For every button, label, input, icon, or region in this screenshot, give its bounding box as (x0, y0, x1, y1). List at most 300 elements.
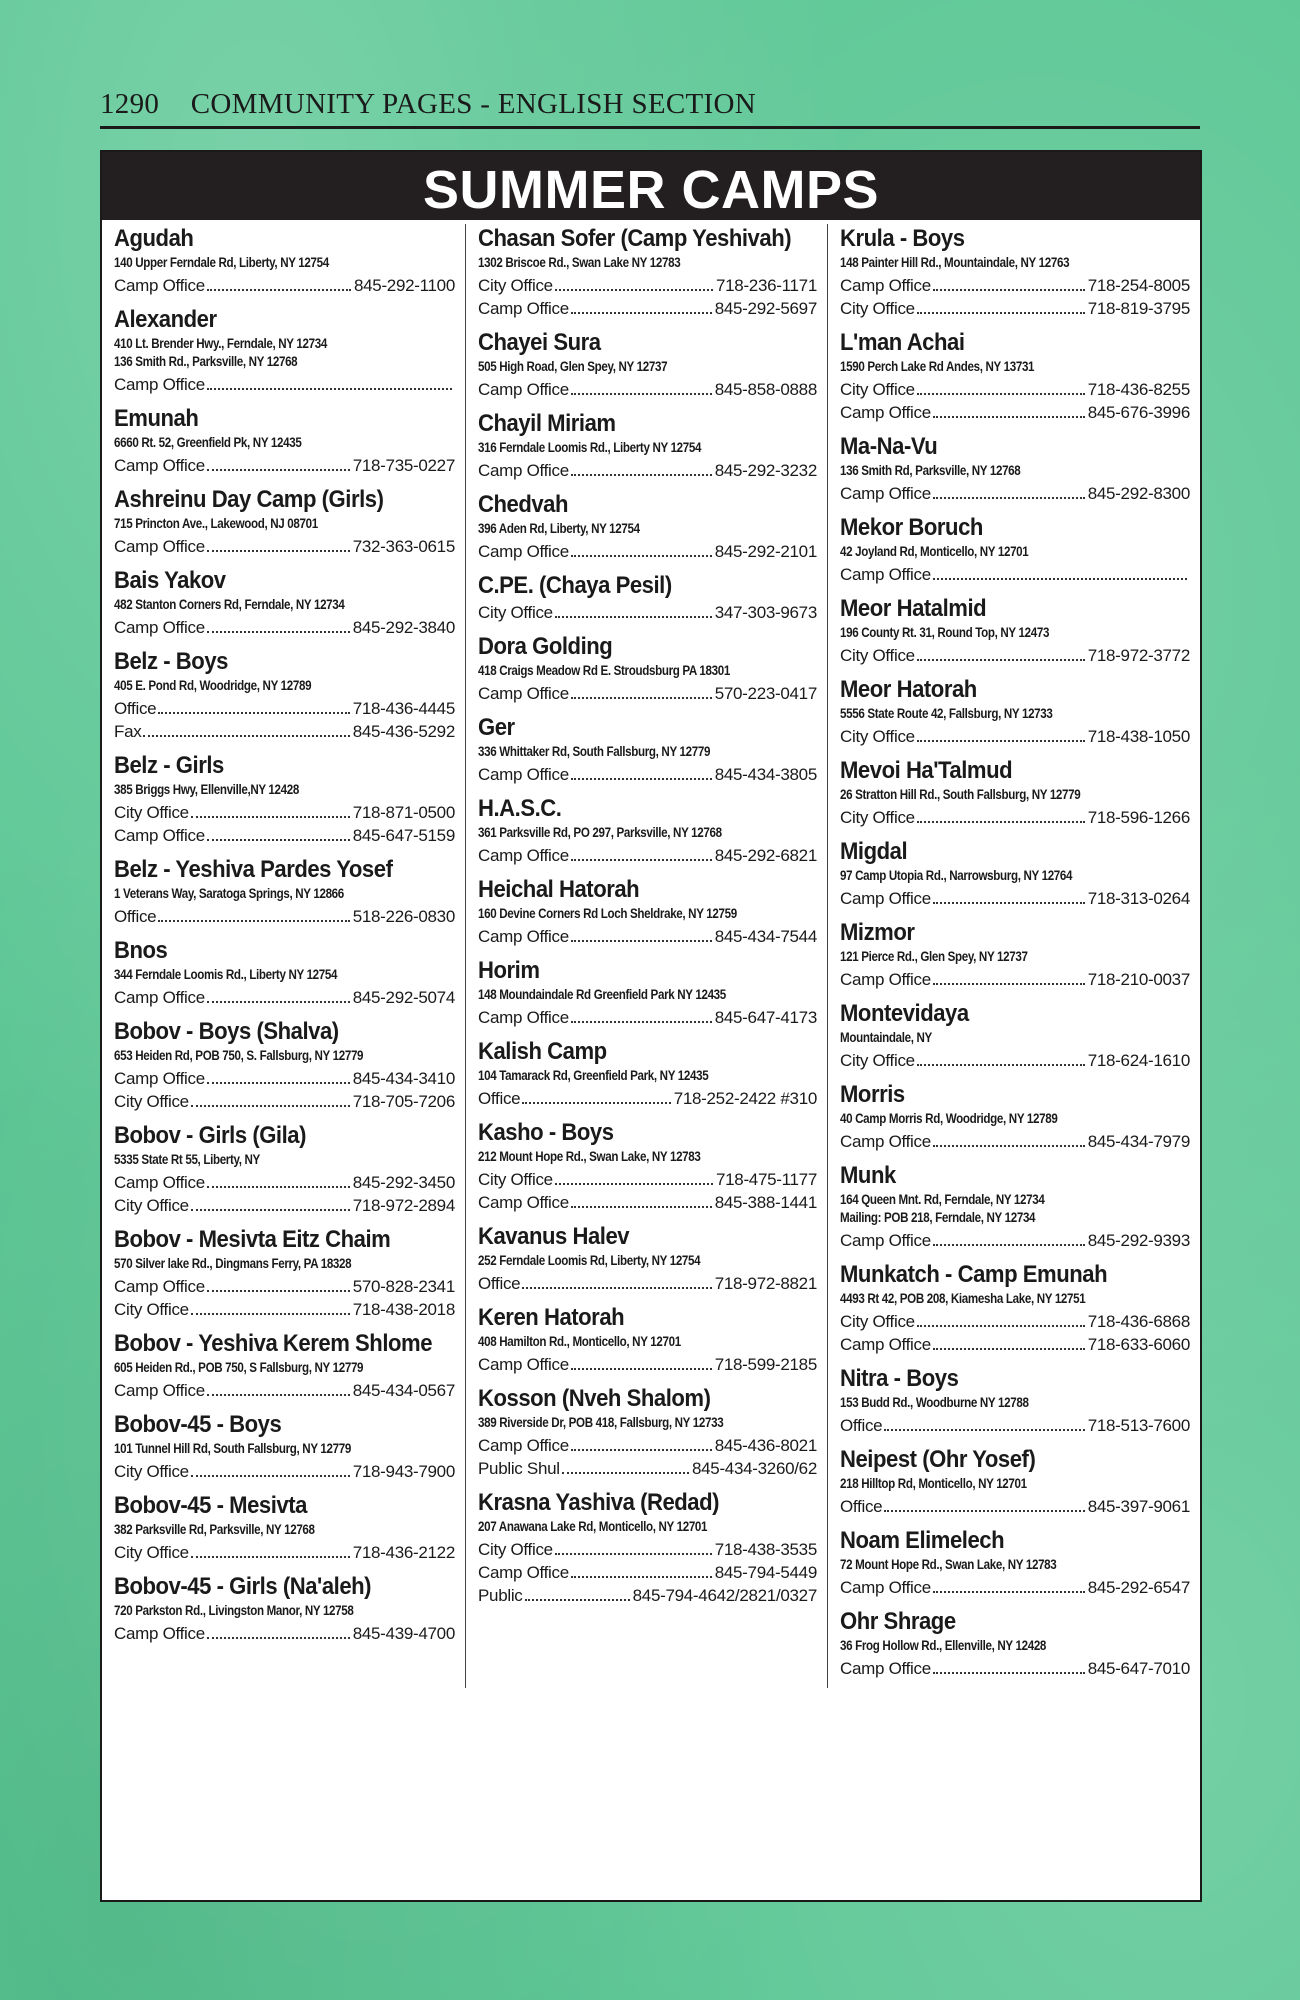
phone-number: 718-972-3772 (1087, 646, 1190, 665)
camp-entry (114, 1225, 455, 1321)
camp-name: Kasho - Boys (478, 1119, 614, 1146)
page-number: 1290 (100, 88, 160, 120)
phone-number: 845-436-5292 (352, 722, 455, 741)
dot-leader (555, 289, 713, 291)
phone-label: Camp Office (114, 375, 205, 394)
phone-line (840, 1130, 1190, 1153)
camp-addresses (478, 1148, 817, 1166)
phone-line (114, 1622, 455, 1645)
camp-name: Alexander (114, 306, 217, 333)
camp-addresses (840, 1556, 1190, 1574)
phone-label: City Office (478, 1540, 553, 1559)
phone-label: Camp Office (840, 276, 931, 295)
camp-name: Nitra - Boys (840, 1365, 959, 1392)
phone-label: City Office (840, 646, 915, 665)
phone-label: Office (840, 1497, 883, 1516)
camp-addresses (478, 1333, 817, 1351)
camp-entry (114, 485, 455, 558)
camp-addresses (478, 1252, 817, 1270)
phone-number: 845-292-3450 (352, 1173, 455, 1192)
phone-number: 845-292-5697 (714, 299, 817, 318)
camp-name: Morris (840, 1081, 905, 1108)
camp-entry (478, 490, 817, 563)
camp-addresses (114, 1440, 455, 1458)
listing-box (100, 150, 1202, 1902)
phone-label: Camp Office (114, 537, 205, 556)
phone-line (840, 968, 1190, 991)
camp-entry (114, 936, 455, 1009)
phone-line (114, 1171, 455, 1194)
phone-line (840, 1495, 1190, 1518)
phone-number: 718-436-2122 (352, 1543, 455, 1562)
camp-addresses (114, 1151, 455, 1169)
phone-label: Camp Office (114, 1381, 205, 1400)
dot-leader (555, 1183, 713, 1185)
camp-addresses (840, 462, 1190, 480)
camp-name: Mekor Boruch (840, 514, 983, 541)
camp-addresses (478, 520, 817, 538)
phone-number: 845-434-7544 (714, 927, 817, 946)
camp-address: 4493 Rt 42, POB 208, Kiamesha Lake, NY 12751 (840, 1291, 1086, 1306)
camp-addresses (840, 1029, 1190, 1047)
phone-line (478, 1538, 817, 1561)
camp-name: C.PE. (Chaya Pesil) (478, 572, 672, 599)
dot-leader (571, 697, 712, 699)
camp-address: 196 County Rt. 31, Round Top, NY 12473 (840, 625, 1050, 640)
phone-number: 845-292-2101 (714, 542, 817, 561)
camp-entry (840, 1161, 1190, 1252)
dot-leader (917, 740, 1085, 742)
dot-leader (207, 289, 351, 291)
phone-label: City Office (114, 1196, 189, 1215)
camp-address: 344 Ferndale Loomis Rd., Liberty NY 12754 (114, 967, 338, 982)
phone-number: 518-226-0830 (352, 907, 455, 926)
phone-number: 845-388-1441 (714, 1193, 817, 1212)
phone-label: City Office (114, 1462, 189, 1481)
phone-line (840, 1657, 1190, 1680)
phone-line (478, 844, 817, 867)
camp-address: 720 Parkston Rd., Livingston Manor, NY 12758 (114, 1603, 354, 1618)
phone-label: Office (840, 1416, 883, 1435)
camp-addresses (840, 254, 1190, 272)
dot-leader (207, 1001, 350, 1003)
camp-addresses (114, 596, 455, 614)
phone-number: 718-436-4445 (352, 699, 455, 718)
camp-addresses (478, 824, 817, 842)
camp-entry (478, 632, 817, 705)
phone-line (478, 1272, 817, 1295)
camp-name: Chayei Sura (478, 329, 601, 356)
phone-label: City Office (114, 1300, 189, 1319)
phone-label: Camp Office (114, 826, 205, 845)
camp-name: Belz - Girls (114, 752, 224, 779)
dot-leader (933, 578, 1187, 580)
phone-line (114, 824, 455, 847)
dot-leader (191, 1105, 350, 1107)
phone-line (478, 1457, 817, 1480)
camp-name: Dora Golding (478, 633, 613, 660)
dot-leader (917, 1064, 1085, 1066)
phone-number: 845-647-4173 (714, 1008, 817, 1027)
phone-label: Camp Office (840, 1231, 931, 1250)
camp-addresses (840, 1290, 1190, 1308)
phone-number: 845-292-1100 (353, 276, 455, 295)
camp-address: 408 Hamilton Rd., Monticello, NY 12701 (478, 1334, 681, 1349)
phone-number: 718-438-3535 (714, 1540, 817, 1559)
camp-address: 316 Ferndale Loomis Rd., Liberty NY 12754 (478, 440, 702, 455)
camp-addresses (478, 905, 817, 923)
camp-addresses (478, 439, 817, 457)
phone-label: Camp Office (478, 1563, 569, 1582)
camp-name: Bobov-45 - Girls (Na'aleh) (114, 1573, 372, 1600)
phone-label: Public Shul (478, 1459, 560, 1478)
phone-number: 845-434-3805 (714, 765, 817, 784)
camp-address: 26 Stratton Hill Rd., South Fallsburg, NY 12779 (840, 787, 1081, 802)
camp-entry (840, 918, 1190, 991)
camp-addresses (840, 1191, 1190, 1227)
dot-leader (884, 1429, 1084, 1431)
phone-label: City Office (478, 276, 553, 295)
phone-number: 718-972-2894 (352, 1196, 455, 1215)
camp-name: Chayil Miriam (478, 410, 616, 437)
camp-address: 42 Joyland Rd, Monticello, NY 12701 (840, 544, 1029, 559)
dot-leader (933, 1348, 1085, 1350)
camp-name: Bais Yakov (114, 567, 226, 594)
camp-entry (114, 224, 455, 297)
dot-leader (933, 416, 1085, 418)
phone-label: Camp Office (114, 1069, 205, 1088)
camp-entry (840, 756, 1190, 829)
phone-number: 845-292-9393 (1087, 1231, 1190, 1250)
phone-label: Camp Office (478, 542, 569, 561)
phone-line (114, 454, 455, 477)
phone-label: Camp Office (840, 484, 931, 503)
phone-label: Camp Office (478, 1008, 569, 1027)
phone-line (840, 1414, 1190, 1437)
camp-name: Ashreinu Day Camp (Girls) (114, 486, 384, 513)
camp-address: 336 Whittaker Rd, South Fallsburg, NY 12779 (478, 744, 711, 759)
camp-entry (114, 751, 455, 847)
camp-entry (114, 566, 455, 639)
camp-address: 207 Anawana Lake Rd, Monticello, NY 12701 (478, 1519, 708, 1534)
phone-line (840, 1229, 1190, 1252)
phone-label: Camp Office (840, 970, 931, 989)
phone-label: Camp Office (114, 1173, 205, 1192)
dot-leader (917, 393, 1085, 395)
camp-address: 1590 Perch Lake Rd Andes, NY 13731 (840, 359, 1035, 374)
camp-address: 153 Budd Rd., Woodburne NY 12788 (840, 1395, 1029, 1410)
dot-leader (917, 821, 1085, 823)
camp-address: 164 Queen Mnt. Rd, Ferndale, NY 12734 (840, 1192, 1045, 1207)
camp-addresses (840, 786, 1190, 804)
phone-number: 718-705-7206 (352, 1092, 455, 1111)
camp-addresses (478, 1414, 817, 1432)
camp-name: Bobov-45 - Boys (114, 1411, 282, 1438)
camp-address: 385 Briggs Hwy, Ellenville,NY 12428 (114, 782, 300, 797)
camp-entry (478, 956, 817, 1029)
phone-line (114, 905, 455, 928)
camp-addresses (114, 781, 455, 799)
dot-leader (571, 1449, 712, 1451)
camp-entry (478, 571, 817, 624)
camp-entry (840, 224, 1190, 320)
phone-number: 845-292-3840 (352, 618, 455, 637)
camp-entry (114, 1491, 455, 1564)
camp-entry (840, 1080, 1190, 1153)
camp-entry (114, 647, 455, 743)
camp-name: Horim (478, 957, 540, 984)
phone-label: Camp Office (114, 1624, 205, 1643)
camp-entry (114, 404, 455, 477)
phone-number: 845-794-4642/2821/0327 (632, 1586, 817, 1605)
phone-number: 845-292-6547 (1087, 1578, 1190, 1597)
phone-number: 845-434-7979 (1087, 1132, 1190, 1151)
dot-leader (207, 1290, 350, 1292)
phone-label: Camp Office (840, 889, 931, 908)
camp-address: 252 Ferndale Loomis Rd, Liberty, NY 12754 (478, 1253, 701, 1268)
phone-label: Camp Office (840, 1132, 931, 1151)
dot-leader (933, 1145, 1085, 1147)
camp-entry (478, 1222, 817, 1295)
phone-line (114, 616, 455, 639)
phone-line (114, 1541, 455, 1564)
phone-number: 718-436-8255 (1087, 380, 1190, 399)
dot-leader (522, 1102, 670, 1104)
phone-label: Camp Office (840, 565, 931, 584)
camp-entry (840, 999, 1190, 1072)
camp-name: Krula - Boys (840, 225, 965, 252)
camp-entry (840, 432, 1190, 505)
camp-addresses (840, 543, 1190, 561)
camp-address: 136 Smith Rd., Parksville, NY 12768 (114, 354, 298, 369)
phone-label: Camp Office (478, 380, 569, 399)
dot-leader (571, 474, 712, 476)
phone-number: 718-596-1266 (1087, 808, 1190, 827)
camp-addresses (840, 1637, 1190, 1655)
dot-leader (191, 1209, 350, 1211)
phone-label: City Office (114, 1543, 189, 1562)
camp-entry (478, 1303, 817, 1376)
camp-address: 212 Mount Hope Rd., Swan Lake, NY 12783 (478, 1149, 701, 1164)
dot-leader (207, 388, 452, 390)
camp-entry (114, 1572, 455, 1645)
phone-line (114, 1298, 455, 1321)
camp-addresses (114, 885, 455, 903)
phone-line (114, 801, 455, 824)
phone-line (840, 887, 1190, 910)
phone-number: 718-633-6060 (1087, 1335, 1190, 1354)
camp-name: H.A.S.C. (478, 795, 562, 822)
phone-line (840, 644, 1190, 667)
dot-leader (571, 555, 712, 557)
phone-number: 718-943-7900 (352, 1462, 455, 1481)
phone-number: 845-434-3410 (352, 1069, 455, 1088)
camp-name: Emunah (114, 405, 199, 432)
dot-leader (158, 712, 349, 714)
dot-leader (207, 469, 350, 471)
camp-addresses (114, 966, 455, 984)
camp-address: 160 Devine Corners Rd Loch Sheldrake, NY 12759 (478, 906, 737, 921)
camp-entry (478, 1488, 817, 1607)
camp-addresses (840, 624, 1190, 642)
phone-number: 718-475-1177 (715, 1170, 817, 1189)
camp-name: Meor Hatorah (840, 676, 977, 703)
camp-name: Munkatch - Camp Emunah (840, 1261, 1108, 1288)
camp-name: Bnos (114, 937, 168, 964)
camp-addresses (114, 677, 455, 695)
camp-address: 418 Craigs Meadow Rd E. Stroudsburg PA 18301 (478, 663, 730, 678)
camp-entry (478, 875, 817, 948)
dot-leader (571, 940, 712, 942)
dot-leader (555, 1553, 712, 1555)
camp-addresses (478, 254, 817, 272)
dot-leader (522, 1287, 711, 1289)
camp-name: Bobov - Girls (Gila) (114, 1122, 306, 1149)
phone-label: Camp Office (478, 1355, 569, 1374)
camp-addresses (478, 986, 817, 1004)
camp-name: Agudah (114, 225, 194, 252)
camp-name: Noam Elimelech (840, 1527, 1005, 1554)
camp-address: 5556 State Route 42, Fallsburg, NY 12733 (840, 706, 1053, 721)
phone-line (840, 1310, 1190, 1333)
phone-line (114, 720, 455, 743)
camp-name: Bobov - Boys (Shalva) (114, 1018, 339, 1045)
camp-addresses (114, 335, 455, 371)
phone-number: 718-252-2422 #310 (673, 1089, 817, 1108)
camp-entry (114, 1017, 455, 1113)
phone-number: 845-439-4700 (352, 1624, 455, 1643)
phone-label: City Office (840, 808, 915, 827)
camp-address: 6660 Rt. 52, Greenfield Pk, NY 12435 (114, 435, 302, 450)
phone-label: Camp Office (478, 846, 569, 865)
phone-label: City Office (840, 1051, 915, 1070)
camp-addresses (840, 1394, 1190, 1412)
phone-label: City Office (840, 299, 915, 318)
dot-leader (917, 312, 1085, 314)
dot-leader (571, 312, 712, 314)
phone-label: City Office (478, 603, 553, 622)
phone-line (478, 1006, 817, 1029)
phone-number: 845-292-5074 (352, 988, 455, 1007)
phone-number: 718-624-1610 (1087, 1051, 1190, 1070)
phone-number: 718-210-0037 (1087, 970, 1190, 989)
camp-addresses (840, 358, 1190, 376)
phone-number: 845-647-5159 (352, 826, 455, 845)
dot-leader (571, 393, 712, 395)
phone-line (114, 1090, 455, 1113)
camp-addresses (114, 434, 455, 452)
phone-label: Camp Office (478, 1193, 569, 1212)
phone-line (840, 1333, 1190, 1356)
phone-label: Camp Office (840, 1659, 931, 1678)
camp-addresses (114, 1602, 455, 1620)
phone-number: 845-647-7010 (1087, 1659, 1190, 1678)
camp-entry (478, 328, 817, 401)
phone-number: 845-397-9061 (1087, 1497, 1190, 1516)
phone-number: 718-254-8005 (1087, 276, 1190, 295)
dot-leader (191, 1475, 350, 1477)
phone-line (114, 697, 455, 720)
camp-address: 97 Camp Utopia Rd., Narrowsburg, NY 12764 (840, 868, 1073, 883)
dot-leader (933, 289, 1085, 291)
phone-number: 845-292-3232 (714, 461, 817, 480)
camp-entry (114, 1329, 455, 1402)
camp-addresses (114, 1359, 455, 1377)
phone-line (478, 1561, 817, 1584)
phone-line (840, 274, 1190, 297)
phone-number: 845-292-8300 (1087, 484, 1190, 503)
banner-title: SUMMER CAMPS (102, 152, 1200, 220)
dot-leader (207, 839, 350, 841)
phone-label: City Office (114, 803, 189, 822)
camp-name: Ger (478, 714, 515, 741)
camp-address: 605 Heiden Rd., POB 750, S Fallsburg, NY 12779 (114, 1360, 364, 1375)
camp-entry (114, 305, 455, 396)
camp-address: 505 High Road, Glen Spey, NY 12737 (478, 359, 668, 374)
dot-leader (207, 1394, 350, 1396)
camp-entry (114, 855, 455, 928)
phone-number: 718-438-1050 (1087, 727, 1190, 746)
phone-number: 845-292-6821 (714, 846, 817, 865)
camp-addresses (114, 1047, 455, 1065)
camp-address: 72 Mount Hope Rd., Swan Lake, NY 12783 (840, 1557, 1057, 1572)
camp-name: Kalish Camp (478, 1038, 607, 1065)
camp-address: 410 Lt. Brender Hwy., Ferndale, NY 12734 (114, 336, 327, 351)
phone-line (114, 373, 455, 396)
dot-leader (207, 550, 350, 552)
section-title: COMMUNITY PAGES - ENGLISH SECTION (190, 88, 756, 120)
phone-line (478, 925, 817, 948)
phone-label: Camp Office (478, 461, 569, 480)
dot-leader (884, 1510, 1084, 1512)
dot-leader (933, 1672, 1085, 1674)
phone-line (840, 725, 1190, 748)
phone-line (478, 297, 817, 320)
phone-number: 718-735-0227 (352, 456, 455, 475)
phone-line (840, 1049, 1190, 1072)
camp-address: 1 Veterans Way, Saratoga Springs, NY 12866 (114, 886, 344, 901)
phone-line (840, 378, 1190, 401)
dot-leader (207, 1186, 350, 1188)
phone-line (478, 1434, 817, 1457)
phone-line (840, 1576, 1190, 1599)
camp-entry (478, 409, 817, 482)
dot-leader (207, 1637, 350, 1639)
phone-number: 570-223-0417 (714, 684, 817, 703)
phone-label: Office (114, 699, 157, 718)
dot-leader (525, 1599, 630, 1601)
camp-name: Krasna Yashiva (Redad) (478, 1489, 720, 1516)
camp-address: 40 Camp Morris Rd, Woodridge, NY 12789 (840, 1111, 1058, 1126)
phone-label: Camp Office (478, 1436, 569, 1455)
phone-line (840, 401, 1190, 424)
phone-label: Office (478, 1274, 521, 1293)
phone-line (840, 806, 1190, 829)
camp-entry (840, 513, 1190, 586)
phone-line (478, 1168, 817, 1191)
phone-number: 718-972-8821 (714, 1274, 817, 1293)
phone-line (478, 1087, 817, 1110)
camp-entry (114, 1121, 455, 1217)
columns (102, 224, 1200, 1688)
dot-leader (933, 497, 1085, 499)
camp-entry (840, 675, 1190, 748)
phone-label: Camp Office (114, 456, 205, 475)
phone-line (478, 1191, 817, 1214)
camp-entry (478, 1037, 817, 1110)
camp-address: 396 Aden Rd, Liberty, NY 12754 (478, 521, 640, 536)
camp-addresses (840, 867, 1190, 885)
